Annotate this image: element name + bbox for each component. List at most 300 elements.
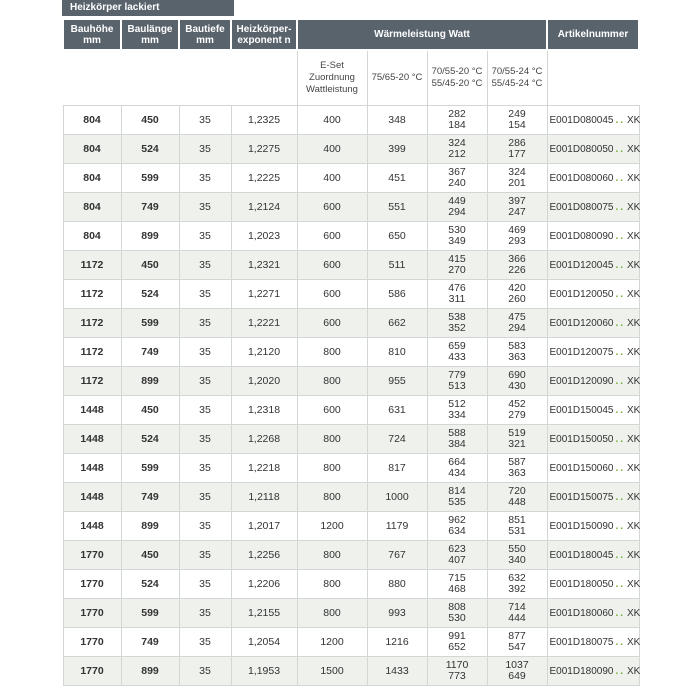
cell-artikelnummer [547, 425, 639, 454]
cell-bauhoehe: 804 [63, 193, 121, 222]
art-dots: .. [615, 636, 626, 648]
watt-value-line: 433 [448, 351, 466, 363]
cell-eset-watt: 1200 [297, 512, 367, 541]
table-row [63, 425, 639, 454]
art-suffix: XK [627, 549, 641, 561]
cell-exponent: 1,2120 [231, 338, 297, 367]
cell-artikelnummer [547, 309, 639, 338]
cell-watt-7055-20 [427, 599, 487, 628]
cell-artikelnummer [547, 599, 639, 628]
cell-exponent: 1,2271 [231, 280, 297, 309]
table-row [63, 251, 639, 280]
cell-watt-7565: 586 [367, 280, 427, 309]
art-dots: .. [615, 375, 626, 387]
table-row [63, 454, 639, 483]
art-prefix: E001D150050 [549, 433, 614, 445]
col-header-waermeleistung: Wärmeleistung Watt [297, 19, 547, 50]
watt-value-line: 877 [508, 629, 526, 642]
cell-artikelnummer [547, 135, 639, 164]
cell-artikelnummer [547, 251, 639, 280]
cell-watt-7055-20 [427, 309, 487, 338]
cell-artikelnummer [547, 483, 639, 512]
table-row [63, 541, 639, 570]
table-row [63, 135, 639, 164]
art-suffix: XK [627, 433, 641, 445]
col-header-line: exponent n [237, 34, 291, 46]
cell-bautiefe: 35 [179, 425, 231, 454]
table-row [63, 164, 639, 193]
cell-watt-7055-20 [427, 193, 487, 222]
cell-exponent: 1,2325 [231, 106, 297, 135]
cell-bautiefe: 35 [179, 338, 231, 367]
cell-eset-watt: 400 [297, 164, 367, 193]
cell-exponent: 1,2275 [231, 135, 297, 164]
watt-value-line: 249 [508, 107, 526, 120]
cell-exponent: 1,2256 [231, 541, 297, 570]
cell-watt-7565: 631 [367, 396, 427, 425]
watt-value-line: 449 [448, 194, 466, 207]
art-prefix: E001D120090 [549, 375, 614, 387]
watt-value-line: 434 [448, 467, 466, 479]
watt-value-line: 659 [448, 339, 466, 352]
col-header-line: Baulänge [127, 23, 173, 35]
watt-value-line: 384 [448, 438, 466, 450]
art-suffix: XK [627, 491, 641, 503]
watt-value-line: 324 [448, 136, 466, 149]
cell-watt-7565: 551 [367, 193, 427, 222]
cell-watt-7055-24 [487, 280, 547, 309]
cell-baulaenge: 749 [121, 193, 179, 222]
cell-eset-watt: 600 [297, 251, 367, 280]
cell-watt-7055-20 [427, 657, 487, 686]
cell-watt-7055-24 [487, 599, 547, 628]
watt-value-line: 293 [508, 235, 526, 247]
cell-watt-7055-24 [487, 106, 547, 135]
cell-baulaenge: 450 [121, 541, 179, 570]
watt-value-line: 632 [508, 571, 526, 584]
watt-value-line: 352 [448, 322, 466, 334]
cell-exponent: 1,2206 [231, 570, 297, 599]
watt-value-line: 282 [448, 107, 466, 120]
watt-value-line: 476 [448, 281, 466, 294]
subheader-line: 70/55-24 °C [491, 66, 543, 77]
cell-eset-watt: 600 [297, 309, 367, 338]
section-title: Heizkörper lackiert [62, 0, 234, 16]
art-suffix: XK [627, 520, 641, 532]
cell-exponent: 1,2318 [231, 396, 297, 425]
cell-eset-watt: 400 [297, 135, 367, 164]
cell-baulaenge: 899 [121, 512, 179, 541]
cell-watt-7055-20 [427, 454, 487, 483]
cell-baulaenge: 899 [121, 657, 179, 686]
cell-bautiefe: 35 [179, 135, 231, 164]
table-row [63, 222, 639, 251]
cell-watt-7055-20 [427, 135, 487, 164]
header-row [63, 19, 639, 50]
art-dots: .. [615, 346, 626, 358]
watt-value-line: 260 [508, 293, 526, 305]
table-row [63, 367, 639, 396]
table-row [63, 512, 639, 541]
cell-artikelnummer [547, 657, 639, 686]
cell-bautiefe: 35 [179, 454, 231, 483]
cell-baulaenge: 899 [121, 367, 179, 396]
cell-eset-watt: 600 [297, 396, 367, 425]
cell-exponent: 1,2054 [231, 628, 297, 657]
table-row [63, 338, 639, 367]
cell-baulaenge: 749 [121, 338, 179, 367]
cell-watt-7565: 724 [367, 425, 427, 454]
cell-exponent: 1,2124 [231, 193, 297, 222]
cell-watt-7055-24 [487, 367, 547, 396]
cell-bauhoehe: 1172 [63, 338, 121, 367]
art-suffix: XK [627, 375, 641, 387]
art-dots: .. [615, 201, 626, 213]
watt-value-line: 519 [508, 426, 526, 439]
cell-bautiefe: 35 [179, 599, 231, 628]
cell-artikelnummer [547, 106, 639, 135]
watt-value-line: 652 [448, 641, 466, 653]
cell-bauhoehe: 804 [63, 106, 121, 135]
cell-watt-7055-20 [427, 222, 487, 251]
table-row [63, 309, 639, 338]
art-dots: .. [615, 520, 626, 532]
art-suffix: XK [627, 578, 641, 590]
art-suffix: XK [627, 404, 641, 416]
cell-baulaenge: 450 [121, 396, 179, 425]
cell-artikelnummer [547, 396, 639, 425]
cell-artikelnummer [547, 512, 639, 541]
cell-bautiefe: 35 [179, 483, 231, 512]
watt-value-line: 363 [508, 351, 526, 363]
subheader-line: 70/55-20 °C [431, 66, 483, 77]
watt-value-line: 420 [508, 281, 526, 294]
cell-bauhoehe: 1172 [63, 367, 121, 396]
cell-bauhoehe: 1172 [63, 280, 121, 309]
cell-eset-watt: 800 [297, 425, 367, 454]
art-suffix: XK [627, 317, 641, 329]
subheader-7565-20: 75/65-20 °C [367, 50, 427, 106]
watt-value-line: 184 [448, 119, 466, 131]
watt-value-line: 588 [448, 426, 466, 439]
cell-eset-watt: 600 [297, 280, 367, 309]
cell-eset-watt: 600 [297, 222, 367, 251]
col-header-line: Bautiefe [185, 23, 225, 35]
subheader-spacer-right [547, 50, 639, 106]
art-prefix: E001D180060 [549, 607, 614, 619]
watt-value-line: 690 [508, 368, 526, 381]
cell-eset-watt: 1200 [297, 628, 367, 657]
art-prefix: E001D080045 [549, 114, 614, 126]
art-prefix: E001D180075 [549, 636, 614, 648]
cell-baulaenge: 599 [121, 599, 179, 628]
table-row [63, 396, 639, 425]
art-suffix: XK [627, 172, 641, 184]
cell-bauhoehe: 1448 [63, 454, 121, 483]
cell-eset-watt: 800 [297, 367, 367, 396]
watt-value-line: 444 [508, 612, 526, 624]
cell-watt-7055-24 [487, 570, 547, 599]
cell-artikelnummer [547, 454, 639, 483]
art-prefix: E001D180050 [549, 578, 614, 590]
cell-exponent: 1,2321 [231, 251, 297, 280]
watt-value-line: 550 [508, 542, 526, 555]
cell-eset-watt: 800 [297, 338, 367, 367]
watt-value-line: 808 [448, 600, 466, 613]
art-dots: .. [615, 114, 626, 126]
cell-artikelnummer [547, 541, 639, 570]
cell-baulaenge: 524 [121, 280, 179, 309]
watt-value-line: 587 [508, 455, 526, 468]
watt-value-line: 177 [508, 148, 526, 160]
art-prefix: E001D080090 [549, 230, 614, 242]
cell-baulaenge: 524 [121, 425, 179, 454]
cell-bauhoehe: 1770 [63, 657, 121, 686]
col-header-baulaenge [121, 19, 179, 50]
cell-eset-watt: 400 [297, 106, 367, 135]
art-suffix: XK [627, 462, 641, 474]
cell-bautiefe: 35 [179, 570, 231, 599]
watt-value-line: 773 [448, 670, 466, 682]
cell-baulaenge: 899 [121, 222, 179, 251]
cell-exponent: 1,2268 [231, 425, 297, 454]
watt-value-line: 201 [508, 177, 526, 189]
subheader-line: Zuordnung [309, 72, 355, 83]
watt-value-line: 475 [508, 310, 526, 323]
cell-bautiefe: 35 [179, 280, 231, 309]
cell-bauhoehe: 1448 [63, 512, 121, 541]
cell-watt-7565: 880 [367, 570, 427, 599]
art-dots: .. [615, 491, 626, 503]
watt-value-line: 547 [508, 641, 526, 653]
cell-eset-watt: 800 [297, 599, 367, 628]
cell-artikelnummer [547, 280, 639, 309]
table-body [63, 106, 639, 686]
watt-value-line: 468 [448, 583, 466, 595]
cell-exponent: 1,2017 [231, 512, 297, 541]
cell-baulaenge: 450 [121, 106, 179, 135]
table-row [63, 193, 639, 222]
watt-value-line: 715 [448, 571, 466, 584]
art-prefix: E001D120050 [549, 288, 614, 300]
cell-watt-7565: 662 [367, 309, 427, 338]
watt-value-line: 226 [508, 264, 526, 276]
art-prefix: E001D150045 [549, 404, 614, 416]
cell-baulaenge: 599 [121, 164, 179, 193]
cell-exponent: 1,2225 [231, 164, 297, 193]
cell-eset-watt: 600 [297, 193, 367, 222]
cell-bautiefe: 35 [179, 512, 231, 541]
watt-value-line: 962 [448, 513, 466, 526]
cell-bautiefe: 35 [179, 657, 231, 686]
cell-watt-7055-24 [487, 541, 547, 570]
watt-value-line: 367 [448, 165, 466, 178]
watt-value-line: 212 [448, 148, 466, 160]
cell-exponent: 1,2118 [231, 483, 297, 512]
watt-value-line: 513 [448, 380, 466, 392]
watt-value-line: 649 [508, 670, 526, 682]
art-dots: .. [615, 578, 626, 590]
cell-bautiefe: 35 [179, 106, 231, 135]
art-dots: .. [615, 288, 626, 300]
cell-bauhoehe: 1770 [63, 570, 121, 599]
watt-value-line: 279 [508, 409, 526, 421]
col-header-line: mm [196, 34, 214, 46]
watt-value-line: 634 [448, 525, 466, 537]
cell-artikelnummer [547, 570, 639, 599]
art-suffix: XK [627, 230, 641, 242]
cell-artikelnummer [547, 367, 639, 396]
art-prefix: E001D080060 [549, 172, 614, 184]
cell-artikelnummer [547, 338, 639, 367]
cell-watt-7055-20 [427, 164, 487, 193]
cell-bauhoehe: 1448 [63, 425, 121, 454]
art-dots: .. [615, 549, 626, 561]
watt-value-line: 247 [508, 206, 526, 218]
watt-value-line: 538 [448, 310, 466, 323]
cell-bautiefe: 35 [179, 541, 231, 570]
watt-value-line: 535 [448, 496, 466, 508]
cell-watt-7055-24 [487, 135, 547, 164]
subheader-line: 55/45-20 °C [431, 78, 483, 89]
cell-eset-watt: 800 [297, 483, 367, 512]
watt-value-line: 851 [508, 513, 526, 526]
cell-exponent: 1,2020 [231, 367, 297, 396]
watt-value-line: 779 [448, 368, 466, 381]
cell-watt-7055-20 [427, 483, 487, 512]
cell-baulaenge: 524 [121, 135, 179, 164]
subheader-line: 55/45-24 °C [491, 78, 543, 89]
cell-bauhoehe: 804 [63, 164, 121, 193]
cell-bautiefe: 35 [179, 193, 231, 222]
cell-watt-7055-24 [487, 628, 547, 657]
watt-value-line: 1170 [445, 658, 469, 671]
cell-baulaenge: 749 [121, 483, 179, 512]
cell-bauhoehe: 1448 [63, 396, 121, 425]
art-suffix: XK [627, 665, 641, 677]
cell-watt-7055-24 [487, 338, 547, 367]
art-prefix: E001D080050 [549, 143, 614, 155]
watt-value-line: 407 [448, 554, 466, 566]
table-row [63, 599, 639, 628]
watt-value-line: 363 [508, 467, 526, 479]
cell-bauhoehe: 1770 [63, 541, 121, 570]
cell-watt-7055-20 [427, 541, 487, 570]
col-header-bautiefe [179, 19, 231, 50]
art-suffix: XK [627, 346, 641, 358]
subheader-row [63, 50, 639, 106]
subheader-line: Wattleistung [306, 84, 358, 95]
art-suffix: XK [627, 607, 641, 619]
watt-value-line: 324 [508, 165, 526, 178]
cell-baulaenge: 450 [121, 251, 179, 280]
watt-value-line: 814 [448, 484, 466, 497]
watt-value-line: 512 [448, 397, 466, 410]
art-suffix: XK [627, 636, 641, 648]
cell-bauhoehe: 804 [63, 222, 121, 251]
cell-watt-7055-24 [487, 222, 547, 251]
cell-watt-7055-24 [487, 512, 547, 541]
watt-value-line: 286 [508, 136, 526, 149]
art-dots: .. [615, 665, 626, 677]
cell-baulaenge: 749 [121, 628, 179, 657]
art-prefix: E001D080075 [549, 201, 614, 213]
cell-watt-7565: 955 [367, 367, 427, 396]
art-dots: .. [615, 230, 626, 242]
cell-watt-7055-24 [487, 483, 547, 512]
cell-watt-7565: 399 [367, 135, 427, 164]
watt-value-line: 452 [508, 397, 526, 410]
radiator-spec-table [62, 18, 640, 686]
cell-watt-7565: 767 [367, 541, 427, 570]
watt-value-line: 469 [508, 223, 526, 236]
table-row [63, 628, 639, 657]
watt-value-line: 366 [508, 252, 526, 265]
cell-eset-watt: 800 [297, 541, 367, 570]
cell-watt-7565: 1433 [367, 657, 427, 686]
cell-baulaenge: 524 [121, 570, 179, 599]
art-dots: .. [615, 607, 626, 619]
watt-value-line: 321 [508, 438, 526, 450]
art-prefix: E001D180090 [549, 665, 614, 677]
art-dots: .. [615, 172, 626, 184]
watt-value-line: 270 [448, 264, 466, 276]
cell-eset-watt: 800 [297, 454, 367, 483]
subheader-7055-24 [487, 50, 547, 106]
table-row [63, 657, 639, 686]
art-dots: .. [615, 433, 626, 445]
cell-watt-7055-20 [427, 628, 487, 657]
watt-value-line: 430 [508, 380, 526, 392]
watt-value-line: 1037 [505, 658, 529, 671]
watt-value-line: 311 [448, 293, 466, 305]
cell-eset-watt: 800 [297, 570, 367, 599]
watt-value-line: 720 [508, 484, 526, 497]
cell-watt-7055-24 [487, 425, 547, 454]
cell-watt-7565: 511 [367, 251, 427, 280]
cell-watt-7055-24 [487, 657, 547, 686]
cell-watt-7565: 451 [367, 164, 427, 193]
watt-value-line: 294 [448, 206, 466, 218]
watt-value-line: 240 [448, 177, 466, 189]
subheader-eset [297, 50, 367, 106]
watt-value-line: 154 [508, 119, 526, 131]
watt-value-line: 714 [508, 600, 526, 613]
art-prefix: E001D180045 [549, 549, 614, 561]
watt-value-line: 334 [448, 409, 466, 421]
cell-watt-7055-20 [427, 280, 487, 309]
art-prefix: E001D120075 [549, 346, 614, 358]
watt-value-line: 664 [448, 455, 466, 468]
cell-bautiefe: 35 [179, 222, 231, 251]
cell-bauhoehe: 1172 [63, 251, 121, 280]
cell-exponent: 1,1953 [231, 657, 297, 686]
col-header-artikelnummer: Artikelnummer [547, 19, 639, 50]
cell-artikelnummer [547, 164, 639, 193]
cell-watt-7055-20 [427, 570, 487, 599]
cell-watt-7055-20 [427, 338, 487, 367]
cell-bautiefe: 35 [179, 396, 231, 425]
cell-watt-7055-24 [487, 454, 547, 483]
cell-bautiefe: 35 [179, 164, 231, 193]
subheader-7055-20 [427, 50, 487, 106]
cell-watt-7055-20 [427, 106, 487, 135]
cell-baulaenge: 599 [121, 454, 179, 483]
cell-watt-7565: 650 [367, 222, 427, 251]
table-row [63, 570, 639, 599]
watt-value-line: 448 [508, 496, 526, 508]
art-suffix: XK [627, 114, 641, 126]
